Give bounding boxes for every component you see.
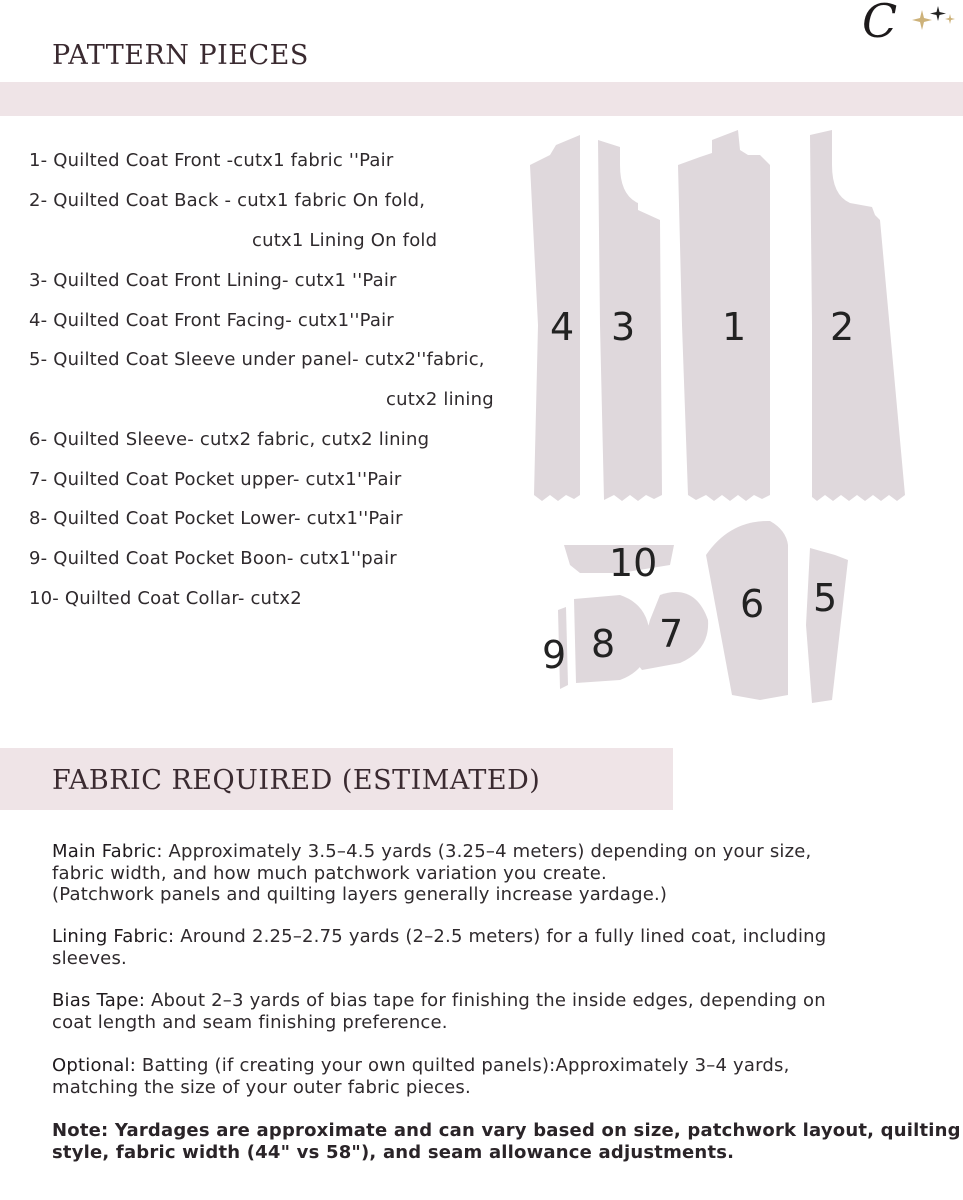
piece-label-1: 1	[722, 305, 747, 349]
main-fabric-text: (Patchwork panels and quilting layers generally increase yardage.)	[52, 884, 668, 905]
main-fabric-text: fabric width, and how much patchwork variation you create.	[52, 862, 607, 884]
pattern-pieces-title: PATTERN PIECES	[52, 40, 309, 71]
list-item: 10- Quilted Coat Collar- cutx2	[29, 588, 302, 609]
main-fabric-paragraph	[52, 841, 932, 906]
pattern-piece-2	[810, 130, 905, 501]
lining-fabric-text: sleeves.	[52, 947, 127, 969]
list-item: 9- Quilted Coat Pocket Boon- cutx1''pair	[29, 548, 397, 569]
bias-tape-paragraph	[52, 990, 932, 1033]
fabric-required-title: FABRIC REQUIRED (ESTIMATED)	[52, 765, 541, 796]
bias-tape-text: About 2–3 yards of bias tape for finishing the inside edges, depending on	[151, 990, 826, 1011]
optional-paragraph	[52, 1055, 932, 1098]
brand-logo	[858, 0, 963, 48]
pattern-piece-5	[806, 548, 848, 703]
piece-label-4: 4	[550, 305, 575, 349]
list-item: 6- Quilted Sleeve- cutx2 fabric, cutx2 lining	[29, 429, 430, 450]
bias-tape-label: Bias Tape:	[52, 990, 146, 1011]
piece-label-2: 2	[830, 305, 855, 349]
main-fabric-label: Main Fabric:	[52, 841, 163, 862]
main-fabric-text: Approximately 3.5–4.5 yards (3.25–4 meters) depending on your size,	[168, 841, 812, 862]
bias-tape-text: coat length and seam finishing preference.	[52, 1011, 448, 1033]
pattern-pieces-band	[0, 82, 963, 116]
note-text: Note: Yardages are approximate and can vary based on size, patchwork layout, quilting	[52, 1120, 961, 1141]
list-item: cutx2 lining	[386, 389, 494, 410]
lining-fabric-paragraph	[52, 926, 932, 969]
list-item: 3- Quilted Coat Front Lining- cutx1 ''Pair	[29, 270, 397, 291]
lining-fabric-text: Around 2.25–2.75 yards (2–2.5 meters) for a fully lined coat, including	[180, 926, 827, 947]
logo-letter: C	[862, 0, 898, 48]
optional-text: matching the size of your outer fabric pieces.	[52, 1076, 471, 1098]
list-item: 1- Quilted Coat Front -cutx1 fabric ''Pair	[29, 150, 394, 171]
piece-label-6: 6	[740, 582, 765, 626]
piece-label-8: 8	[591, 622, 616, 666]
piece-label-5: 5	[813, 576, 838, 620]
list-item: 5- Quilted Coat Sleeve under panel- cutx2''fabric,	[29, 349, 485, 370]
piece-label-9: 9	[542, 633, 567, 677]
list-item: cutx1 Lining On fold	[252, 230, 438, 251]
note-text: style, fabric width (44" vs 58"), and seam allowance adjustments.	[52, 1141, 735, 1163]
sparkle-icon	[902, 2, 962, 42]
piece-label-7: 7	[659, 612, 684, 656]
list-item: 8- Quilted Coat Pocket Lower- cutx1''Pair	[29, 508, 403, 529]
piece-label-3: 3	[611, 305, 636, 349]
list-item: 7- Quilted Coat Pocket upper- cutx1''Pair	[29, 469, 402, 490]
list-item: 2- Quilted Coat Back - cutx1 fabric On fold,	[29, 190, 426, 211]
lining-fabric-label: Lining Fabric:	[52, 926, 175, 947]
optional-text: Batting (if creating your own quilted panels):Approximately 3–4 yards,	[141, 1055, 790, 1076]
optional-label: Optional:	[52, 1055, 136, 1076]
piece-label-10: 10	[609, 541, 658, 585]
pattern-pieces-diagram	[520, 125, 920, 715]
list-item: 4- Quilted Coat Front Facing- cutx1''Pair	[29, 310, 394, 331]
note-paragraph	[52, 1120, 961, 1163]
